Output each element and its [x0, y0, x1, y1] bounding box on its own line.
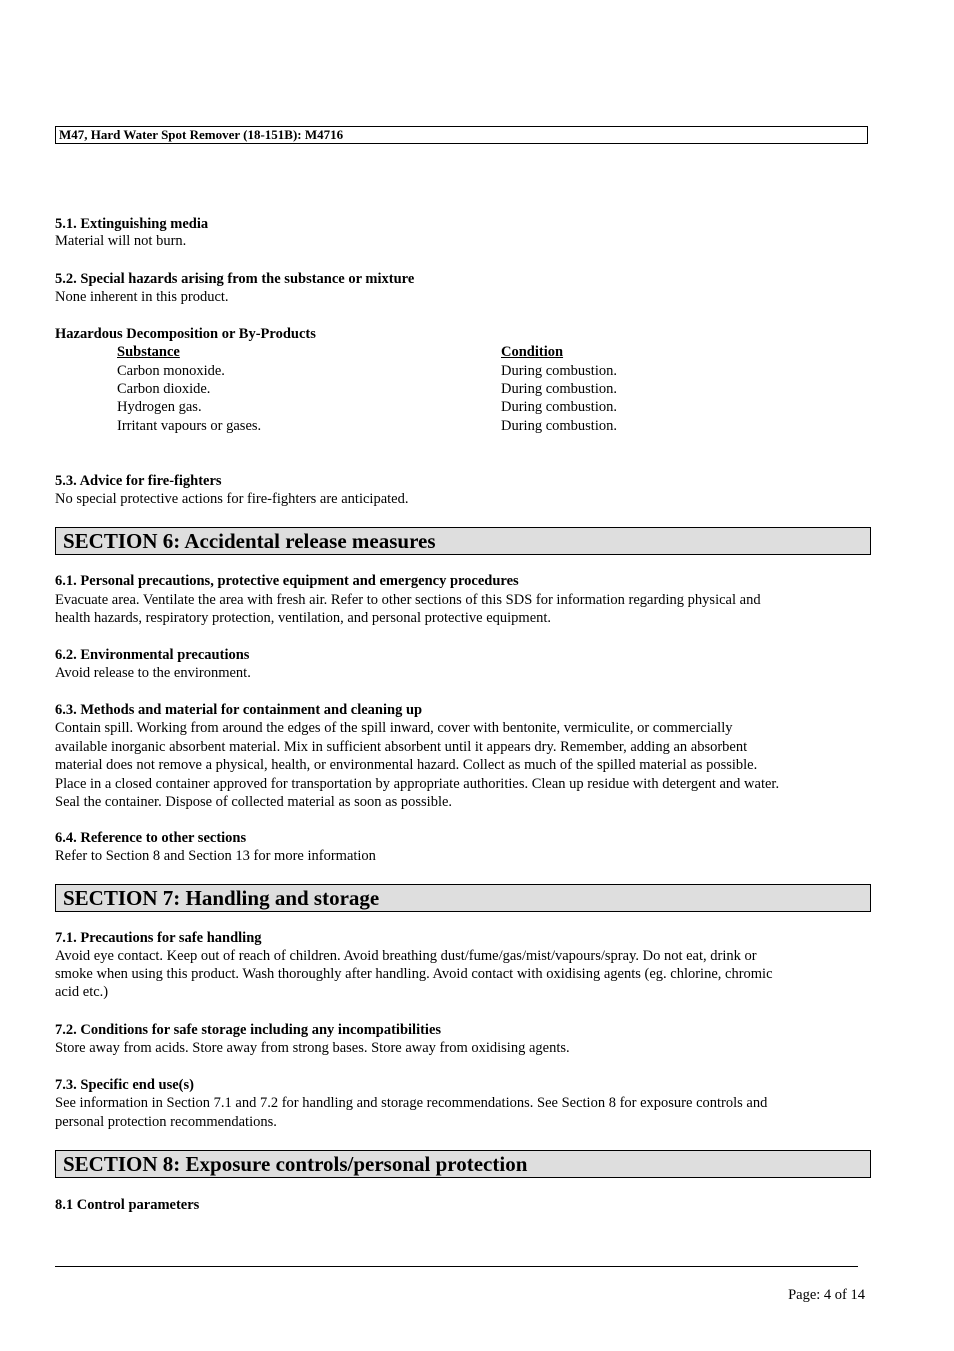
heading-7-2: 7.2. Conditions for safe storage including any incompatibilities: [55, 1022, 442, 1038]
heading-5-1: 5.1. Extinguishing media: [55, 216, 209, 232]
heading-hazardous-decomposition: Hazardous Decomposition or By-Products: [55, 326, 316, 342]
document-header: M47, Hard Water Spot Remover (18-151B): M4716: [55, 126, 868, 144]
section-6-title: SECTION 6: Accidental release measures: [55, 527, 871, 555]
heading-6-4: 6.4. Reference to other sections: [55, 830, 247, 846]
text-6-3-line: Place in a closed container approved for transportation by appropriate authorities. Clean up residue with detergent and water.: [55, 776, 780, 792]
table-cell-substance: Carbon dioxide.: [117, 381, 211, 397]
text-6-2: Avoid release to the environment.: [55, 665, 251, 681]
table-cell-substance: Carbon monoxide.: [117, 363, 225, 379]
text-5-3: No special protective actions for fire-fighters are anticipated.: [55, 491, 409, 507]
text-6-3-line: Contain spill. Working from around the edges of the spill inward, cover with bentonite, vermiculite, or commercially: [55, 720, 733, 736]
heading-6-2: 6.2. Environmental precautions: [55, 647, 250, 663]
text-7-3-line: See information in Section 7.1 and 7.2 for handling and storage recommendations. See Section 8 for exposure controls and: [55, 1095, 768, 1111]
text-7-2: Store away from acids. Store away from strong bases. Store away from oxidising agents.: [55, 1040, 570, 1056]
column-header-substance: Substance: [117, 344, 180, 360]
heading-5-2: 5.2. Special hazards arising from the substance or mixture: [55, 271, 415, 287]
text-6-3-line: Seal the container. Dispose of collected material as soon as possible.: [55, 794, 453, 810]
heading-8-1: 8.1 Control parameters: [55, 1197, 200, 1213]
text-7-1-line: smoke when using this product. Wash thoroughly after handling. Avoid contact with oxidising agents (eg. chlorine, chromic: [55, 966, 773, 982]
heading-6-1: 6.1. Personal precautions, protective equipment and emergency procedures: [55, 573, 519, 589]
text-6-1-line: health hazards, respiratory protection, ventilation, and personal protective equipment.: [55, 610, 552, 626]
text-6-3-line: available inorganic absorbent material. Mix in sufficient absorbent until it appears dry. Remember, adding an absorbent: [55, 739, 748, 755]
page-number: Page: 4 of 14: [788, 1287, 865, 1303]
table-cell-condition: During combustion.: [501, 363, 617, 379]
column-header-condition: Condition: [501, 344, 564, 360]
text-5-2: None inherent in this product.: [55, 289, 229, 305]
footer-divider: [55, 1266, 858, 1267]
section-7-title: SECTION 7: Handling and storage: [55, 884, 871, 912]
text-6-4: Refer to Section 8 and Section 13 for more information: [55, 848, 376, 864]
table-cell-substance: Hydrogen gas.: [117, 399, 202, 415]
table-cell-condition: During combustion.: [501, 418, 617, 434]
text-6-1-line: Evacuate area. Ventilate the area with fresh air. Refer to other sections of this SDS for information regarding physical and: [55, 592, 761, 608]
heading-7-3: 7.3. Specific end use(s): [55, 1077, 194, 1093]
section-8-title: SECTION 8: Exposure controls/personal protection: [55, 1150, 871, 1178]
text-7-1-line: acid etc.): [55, 984, 109, 1000]
heading-5-3: 5.3. Advice for fire-fighters: [55, 473, 222, 489]
table-cell-condition: During combustion.: [501, 399, 617, 415]
table-cell-condition: During combustion.: [501, 381, 617, 397]
text-7-3-line: personal protection recommendations.: [55, 1114, 277, 1130]
heading-6-3: 6.3. Methods and material for containment and cleaning up: [55, 702, 423, 718]
text-5-1: Material will not burn.: [55, 233, 187, 249]
heading-7-1: 7.1. Precautions for safe handling: [55, 930, 262, 946]
text-6-3-line: material does not remove a physical, health, or environmental hazard. Collect as much of the spilled material as possible.: [55, 757, 758, 773]
text-7-1-line: Avoid eye contact. Keep out of reach of children. Avoid breathing dust/fume/gas/mist/vapours/spray. Do not eat, drink or: [55, 948, 757, 964]
table-cell-substance: Irritant vapours or gases.: [117, 418, 262, 434]
